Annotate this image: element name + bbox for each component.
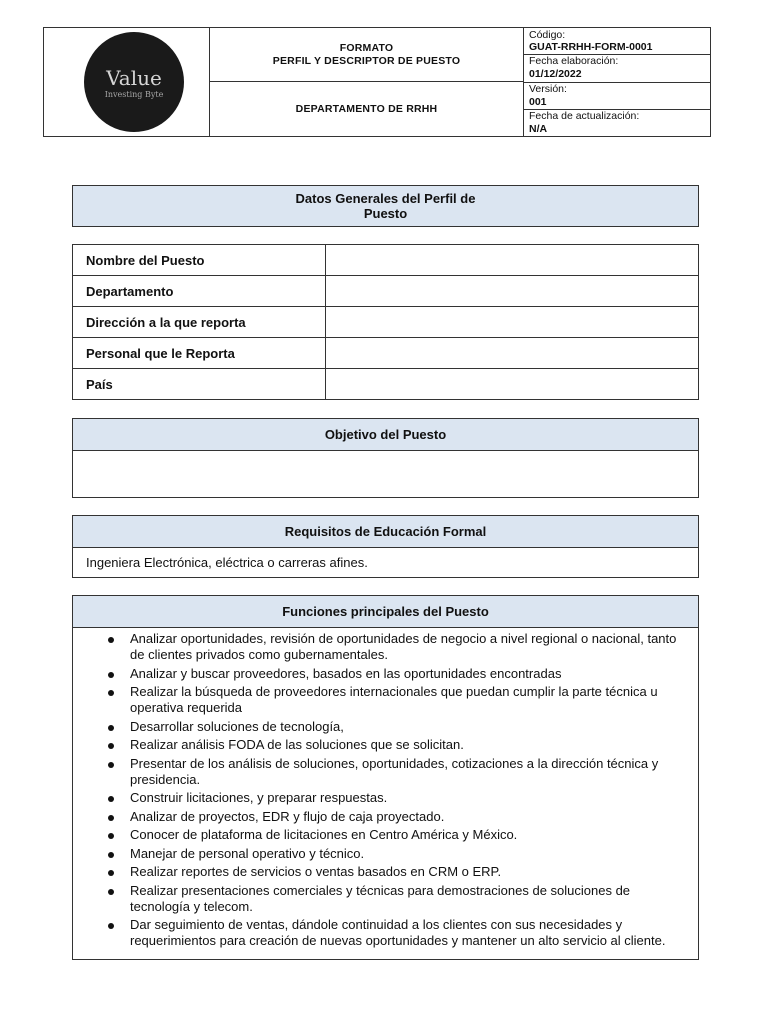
functions-list [73, 628, 698, 949]
list-item: Dar seguimiento de ventas, dándole continuidad a los clientes con sus necesidades y requerimientos para creación de nuevas oportunidades y mantener un alto servicio al cliente. [73, 917, 698, 949]
functions-section [72, 595, 699, 960]
functions-title: Funciones principales del Puesto [73, 596, 698, 628]
table-row [73, 338, 699, 369]
logo-cell [44, 28, 210, 136]
list-item: Analizar oportunidades, revisión de oportunidades de negocio a nivel regional o nacional, tanto de clientes privados como gubernamentales. [73, 631, 698, 663]
general-section-header [72, 185, 699, 227]
education-text: Ingeniera Electrónica, eléctrica o carreras afines. [86, 555, 368, 570]
bullet-icon [108, 725, 114, 731]
department-title: DEPARTAMENTO DE RRHH [210, 82, 524, 136]
list-item: Realizar análisis FODA de las soluciones que se solicitan. [73, 737, 698, 753]
form-title-line2: PERFIL Y DESCRIPTOR DE PUESTO [272, 54, 461, 67]
objective-title: Objetivo del Puesto [73, 419, 698, 451]
form-title [210, 28, 524, 82]
field-value[interactable] [326, 245, 699, 276]
company-logo [84, 32, 184, 132]
table-row [73, 276, 699, 307]
bullet-icon [108, 815, 114, 821]
list-item: Conocer de plataforma de licitaciones en Centro América y México. [73, 827, 698, 843]
table-row [73, 369, 699, 400]
general-title-line1: Datos Generales del Perfil de [295, 191, 476, 206]
table-row [73, 307, 699, 338]
education-section [72, 515, 699, 578]
bullet-icon [108, 762, 114, 768]
code-value: GUAT-RRHH-FORM-0001 [529, 41, 653, 53]
bullet-icon [108, 637, 114, 643]
field-label: Nombre del Puesto [73, 245, 326, 276]
bullet-icon [108, 889, 114, 895]
general-table [72, 244, 699, 400]
bullet-icon [108, 690, 114, 696]
list-item: Desarrollar soluciones de tecnología, [73, 719, 698, 735]
field-value[interactable] [326, 276, 699, 307]
bullet-icon [108, 852, 114, 858]
list-item: Construir licitaciones, y preparar respuestas. [73, 790, 698, 806]
education-title: Requisitos de Educación Formal [73, 516, 698, 548]
field-value[interactable] [326, 307, 699, 338]
bullet-icon [108, 743, 114, 749]
document-header [43, 27, 711, 137]
bullet-icon [108, 923, 114, 929]
field-label: País [73, 369, 326, 400]
version-label: Versión: [529, 83, 567, 95]
bullet-icon [108, 833, 114, 839]
code-label: Código: [529, 29, 566, 41]
elaboration-label: Fecha elaboración: [529, 55, 619, 67]
table-row [73, 245, 699, 276]
list-item: Analizar y buscar proveedores, basados en las oportunidades encontradas [73, 666, 698, 682]
logo-subtitle: Investing Byte [104, 90, 164, 99]
list-item: Analizar de proyectos, EDR y flujo de caja proyectado. [73, 809, 698, 825]
field-label: Personal que le Reporta [73, 338, 326, 369]
bullet-icon [108, 796, 114, 802]
update-label: Fecha de actualización: [529, 110, 640, 122]
version-value: 001 [529, 96, 547, 108]
list-item: Realizar la búsqueda de proveedores internacionales que puedan cumplir la parte técnica u operativa requerida [73, 684, 698, 716]
objective-text[interactable] [73, 451, 698, 463]
bullet-icon [108, 870, 114, 876]
logo-title: Value [106, 66, 162, 90]
list-item: Realizar reportes de servicios o ventas basados en CRM o ERP. [73, 864, 698, 880]
field-value[interactable] [326, 338, 699, 369]
list-item: Presentar de los análisis de soluciones, oportunidades, cotizaciones a la dirección técnica y presidencia. [73, 756, 698, 788]
list-item: Manejar de personal operativo y técnico. [73, 846, 698, 862]
bullet-icon [108, 672, 114, 678]
general-title-line2: Puesto [363, 206, 408, 221]
objective-section [72, 418, 699, 498]
list-item: Realizar presentaciones comerciales y técnicas para demostraciones de soluciones de tecnología y telecom. [73, 883, 698, 915]
form-title-line1: FORMATO [339, 41, 394, 54]
field-value[interactable] [326, 369, 699, 400]
field-label: Departamento [73, 276, 326, 307]
elaboration-value: 01/12/2022 [529, 68, 582, 80]
field-label: Dirección a la que reporta [73, 307, 326, 338]
update-value: N/A [529, 123, 548, 135]
